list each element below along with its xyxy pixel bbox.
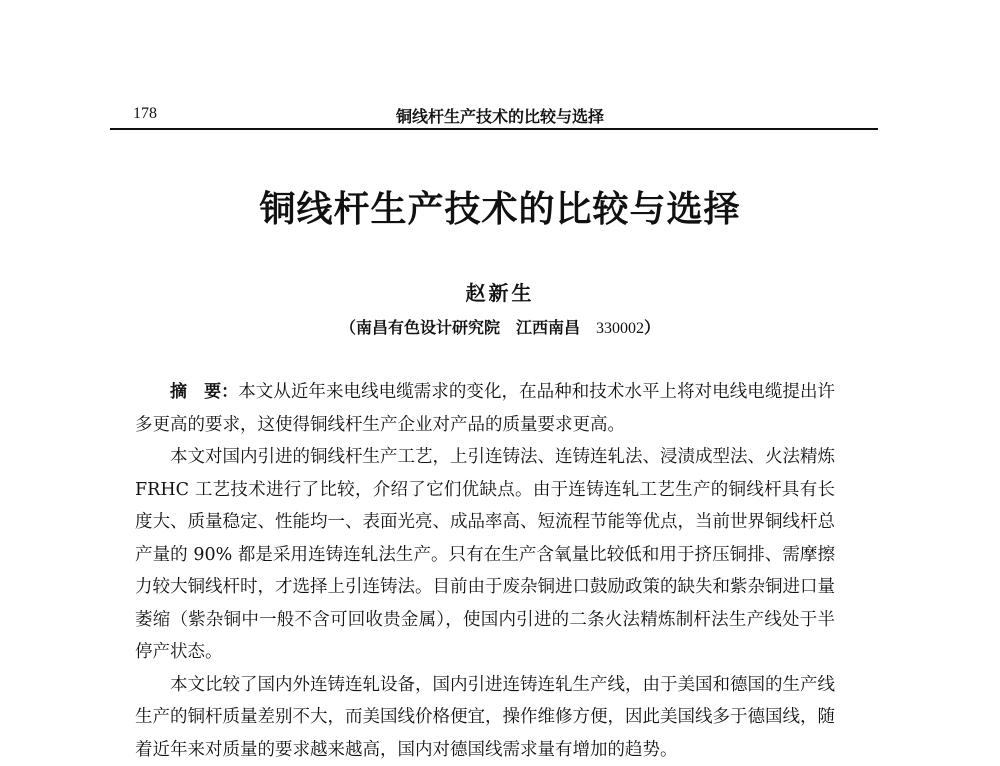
article-title: 铜线杆生产技术的比较与选择 xyxy=(0,181,1000,232)
abstract-paragraph: 本文对国内引进的铜线杆生产工艺，上引连铸法、连铸连轧法、浸渍成型法、火法精炼 FRHC 工艺技术进行了比较，介绍了它们优缺点。由于连铸连轧工艺生产的铜线杆具有长度大、质量稳定、性能均一、表面光亮、成品率高、短流程节能等优点，当前世界铜线杆总产量的 90% 都是采用连铸连轧法生产。只有在生产含氧量比较低和用于挤压铜排、需摩擦力较大铜线杆时，才选择上引连铸法。目前由于废杂铜进口鼓励政策的缺失和紫杂铜进口量萎缩（紫杂铜中一般不含可回收贵金属），使国内引进的二条火法精炼制杆法生产线处于半停产状态。 xyxy=(135,441,835,669)
header-rule xyxy=(110,128,878,130)
affiliation-close-paren: ） xyxy=(644,318,660,337)
running-head: 铜线杆生产技术的比较与选择 xyxy=(0,104,1000,127)
page-number: 178 xyxy=(133,105,157,123)
abstract-body xyxy=(135,376,835,766)
affiliation-open-paren: （ xyxy=(340,318,356,337)
abstract-paragraph-text: 本文从近年来电线电缆需求的变化，在品种和技术水平上将对电线电缆提出许多更高的要求，这使得铜线杆生产企业对产品的质量要求更高。 xyxy=(135,382,835,435)
author-name: 赵新生 xyxy=(0,277,1000,306)
abstract-paragraph xyxy=(135,376,835,441)
affiliation-location: 江西南昌 xyxy=(516,318,580,337)
affiliation-postcode: 330002 xyxy=(596,320,644,337)
affiliation xyxy=(0,315,1000,338)
affiliation-institution: 南昌有色设计研究院 xyxy=(356,318,500,337)
abstract-label: 摘 要： xyxy=(170,382,238,402)
abstract-paragraph: 本文比较了国内外连铸连轧设备，国内引进连铸连轧生产线，由于美国和德国的生产线生产的铜杆质量差别不大，而美国线价格便宜，操作维修方便，因此美国线多于德国线，随着近年来对质量的要求越来越高，国内对德国线需求量有增加的趋势。 xyxy=(135,669,835,766)
